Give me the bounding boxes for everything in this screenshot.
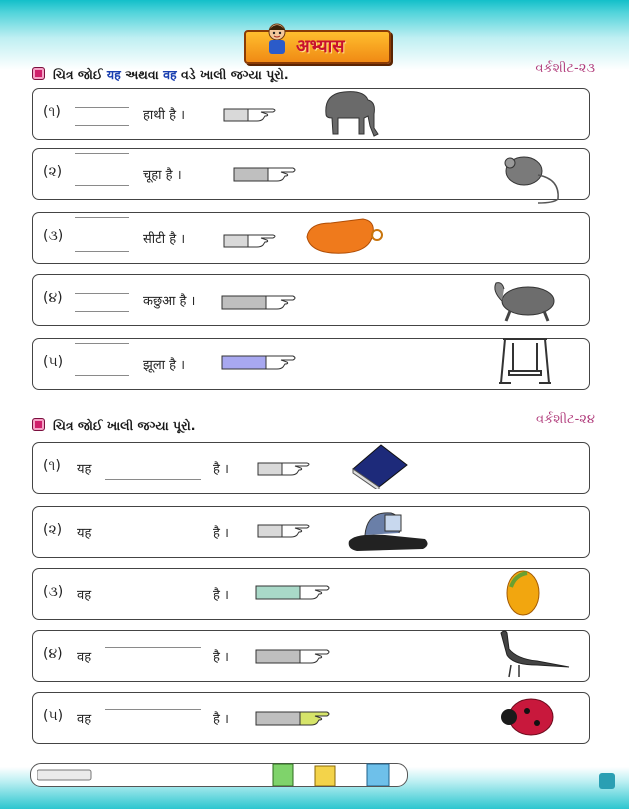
- pronoun-text: यह: [77, 462, 92, 477]
- section1-instruction: ચિત્ર જોઈ यह અથવા वह વડે ખાલી જગ્યા પૂરો.: [32, 66, 289, 83]
- mouse-image: [498, 149, 570, 205]
- answer-blank-top[interactable]: [75, 343, 129, 344]
- row-number: (૨): [43, 522, 63, 538]
- exercise-row: [32, 212, 590, 264]
- book-image: [347, 439, 411, 489]
- row-number: (૧): [43, 458, 61, 474]
- sandal-image: [345, 503, 431, 555]
- row-number: (૩): [43, 584, 64, 600]
- answer-blank[interactable]: [105, 479, 201, 480]
- exercise-row: [32, 88, 590, 140]
- row-number: (૪): [43, 646, 63, 662]
- swing-image: [495, 333, 555, 387]
- pronoun-text: वह: [77, 650, 92, 665]
- row-number: (૫): [43, 354, 64, 370]
- turtle-image: [488, 271, 564, 327]
- pronoun-text: वह: [77, 712, 92, 727]
- bullet-icon: [32, 418, 45, 431]
- worksheet-number: વર્કશીટ-૨૪: [536, 412, 595, 427]
- pointing-hand-icon: [223, 229, 279, 251]
- sentence-end: है ।: [213, 712, 229, 727]
- banner-title: अभ्यास: [296, 36, 345, 57]
- publisher-logo-icon: [37, 768, 93, 782]
- pronoun-text: यह: [77, 526, 92, 541]
- elephant-image: [318, 84, 380, 138]
- abhyas-banner: [244, 30, 391, 64]
- row-number: (૧): [43, 104, 61, 120]
- answer-blank[interactable]: [75, 375, 129, 376]
- sentence-text: हाथी है ।: [143, 108, 186, 123]
- answer-blank-top[interactable]: [75, 293, 129, 294]
- sentence-end: है ।: [213, 526, 229, 541]
- sentence-end: है ।: [213, 650, 229, 665]
- exercise-row: [32, 506, 590, 558]
- mango-image: [501, 567, 545, 617]
- answer-blank-top[interactable]: [75, 107, 129, 108]
- row-number: (૫): [43, 708, 64, 724]
- row-number: (૩): [43, 228, 64, 244]
- pointing-hand-icon: [233, 163, 299, 185]
- pointing-hand-icon: [221, 351, 301, 373]
- section2-instruction: ચિત્ર જોઈ ખાલી જગ્યા પૂરો.: [32, 418, 195, 434]
- exercise-row: [32, 274, 590, 326]
- exercise-row: [32, 148, 590, 200]
- castle-decoration-icon: [267, 754, 407, 786]
- exercise-row: [32, 568, 590, 620]
- child-mascot-icon: [264, 22, 290, 56]
- answer-blank[interactable]: [75, 185, 129, 186]
- answer-blank-top[interactable]: [75, 153, 129, 154]
- peacock-image: [493, 625, 571, 679]
- page-number-badge: [599, 773, 615, 789]
- sentence-text: कछुआ है ।: [143, 294, 196, 309]
- sentence-text: झूला है ।: [143, 358, 186, 373]
- answer-blank[interactable]: [75, 125, 129, 126]
- pointing-hand-icon: [255, 645, 335, 667]
- ladybug-image: [497, 693, 557, 741]
- answer-blank[interactable]: [75, 251, 129, 252]
- pointing-hand-icon: [221, 291, 301, 313]
- pointing-hand-icon: [223, 103, 279, 125]
- exercise-row: [32, 338, 590, 390]
- pointing-hand-icon: [255, 707, 335, 729]
- bullet-icon: [32, 67, 45, 80]
- answer-blank[interactable]: [105, 647, 201, 648]
- pronoun-text: वह: [77, 588, 92, 603]
- worksheet-number: વર્કશીટ-૨૩: [535, 61, 595, 76]
- row-number: (૪): [43, 290, 63, 306]
- answer-blank[interactable]: [75, 311, 129, 312]
- sentence-end: है ।: [213, 462, 229, 477]
- whistle-image: [301, 215, 387, 257]
- row-number: (૨): [43, 164, 63, 180]
- pointing-hand-icon: [257, 457, 313, 479]
- pointing-hand-icon: [257, 519, 313, 541]
- sentence-text: सीटी है ।: [143, 232, 186, 247]
- sentence-end: है ।: [213, 588, 229, 603]
- pointing-hand-icon: [255, 581, 335, 603]
- answer-blank[interactable]: [105, 709, 201, 710]
- exercise-row: [32, 442, 590, 494]
- sentence-text: चूहा है ।: [143, 168, 182, 183]
- exercise-row: [32, 630, 590, 682]
- footer-pill: [30, 763, 408, 787]
- answer-blank-top[interactable]: [75, 217, 129, 218]
- exercise-row: [32, 692, 590, 744]
